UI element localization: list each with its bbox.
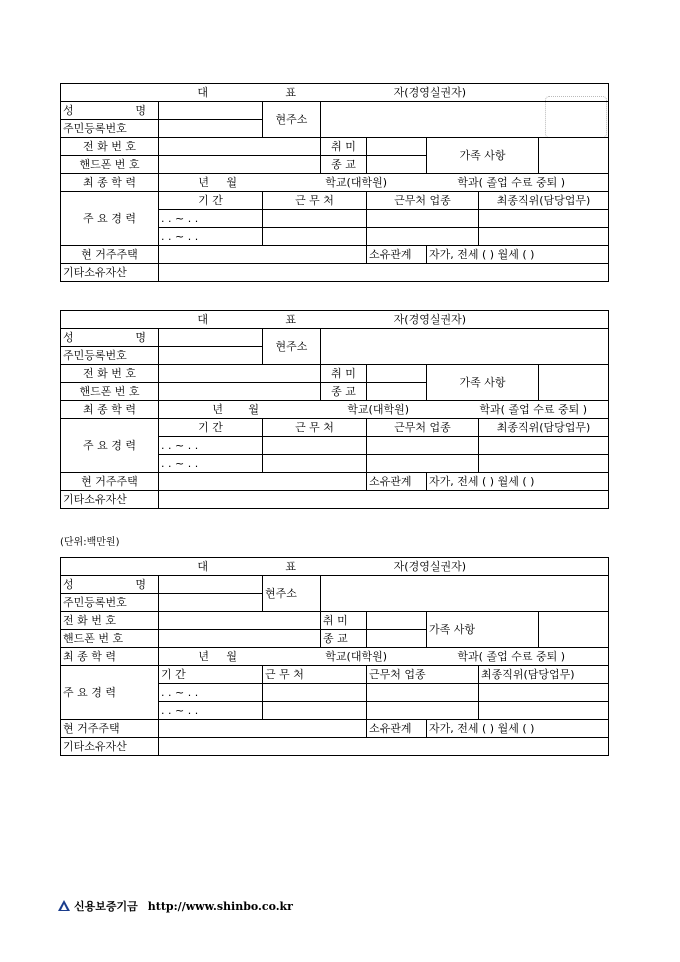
- position-field[interactable]: [479, 702, 609, 720]
- hobby-label: 취 미: [321, 612, 367, 630]
- industry-header: 근무처 업종: [367, 419, 479, 437]
- mobile-field[interactable]: [159, 156, 321, 174]
- representative-form-3: [60, 557, 608, 756]
- footer-org: 신용보증기금: [74, 900, 138, 913]
- phone-label: 전 화 번 호: [61, 612, 159, 630]
- mobile-field[interactable]: [159, 630, 321, 648]
- position-field[interactable]: [479, 437, 609, 455]
- period-field[interactable]: . . ~ . .: [159, 228, 263, 246]
- period-field[interactable]: . . ~ . .: [159, 684, 263, 702]
- name-label: 성 명: [61, 576, 159, 594]
- form-title: 대 표 자(경영실권자): [61, 311, 609, 329]
- religion-label: 종 교: [321, 383, 367, 401]
- ownership-label: 소유관계: [367, 720, 427, 738]
- address-label: 현주소: [263, 329, 321, 365]
- position-field[interactable]: [479, 210, 609, 228]
- position-header: 최종직위(담당업무): [479, 666, 609, 684]
- religion-label: 종 교: [321, 156, 367, 174]
- career-label: 주 요 경 력: [61, 666, 159, 720]
- phone-label: 전 화 번 호: [61, 365, 159, 383]
- ownership-label: 소유관계: [367, 246, 427, 264]
- position-field[interactable]: [479, 684, 609, 702]
- rrn-label: 주민등록번호: [61, 594, 159, 612]
- hobby-field[interactable]: [367, 365, 427, 383]
- education-field[interactable]: 년 월 학교(대학원) 학과( 졸업 수료 중퇴 ): [159, 648, 609, 666]
- rrn-field[interactable]: [159, 347, 263, 365]
- religion-field[interactable]: [367, 156, 427, 174]
- name-label: 성 명: [61, 102, 159, 120]
- period-field[interactable]: . . ~ . .: [159, 702, 263, 720]
- representative-form-1: [60, 83, 608, 282]
- career-label: 주 요 경 력: [61, 419, 159, 473]
- house-field[interactable]: [159, 246, 367, 264]
- mobile-label: 핸드폰 번 호: [61, 630, 159, 648]
- workplace-field[interactable]: [263, 210, 367, 228]
- hobby-label: 취 미: [321, 138, 367, 156]
- industry-field[interactable]: [367, 437, 479, 455]
- hobby-field[interactable]: [367, 138, 427, 156]
- workplace-field[interactable]: [263, 228, 367, 246]
- address-label: 현주소: [263, 576, 321, 612]
- period-header: 기 간: [159, 192, 263, 210]
- education-label: 최 종 학 력: [61, 174, 159, 192]
- house-label: 현 거주주택: [61, 720, 159, 738]
- position-field[interactable]: [479, 228, 609, 246]
- phone-field[interactable]: [159, 138, 321, 156]
- period-field[interactable]: . . ~ . .: [159, 210, 263, 228]
- industry-header: 근무처 업종: [367, 192, 479, 210]
- house-field[interactable]: [159, 720, 367, 738]
- rrn-label: 주민등록번호: [61, 347, 159, 365]
- form-title: 대 표 자(경영실권자): [61, 84, 609, 102]
- industry-header: 근무처 업종: [367, 666, 479, 684]
- workplace-field[interactable]: [263, 455, 367, 473]
- address-label: 현주소: [263, 102, 321, 138]
- religion-field[interactable]: [367, 383, 427, 401]
- mobile-field[interactable]: [159, 383, 321, 401]
- position-header: 최종직위(담당업무): [479, 192, 609, 210]
- workplace-field[interactable]: [263, 437, 367, 455]
- name-field[interactable]: [159, 576, 263, 594]
- mobile-label: 핸드폰 번 호: [61, 156, 159, 174]
- name-field[interactable]: [159, 329, 263, 347]
- industry-field[interactable]: [367, 210, 479, 228]
- other-assets-field[interactable]: [159, 264, 609, 282]
- education-label: 최 종 학 력: [61, 401, 159, 419]
- workplace-header: 근 무 처: [263, 192, 367, 210]
- period-header: 기 간: [159, 419, 263, 437]
- family-label: 가족 사항: [427, 365, 539, 401]
- position-field[interactable]: [479, 455, 609, 473]
- career-label: 주 요 경 력: [61, 192, 159, 246]
- family-field[interactable]: [539, 612, 609, 648]
- mobile-label: 핸드폰 번 호: [61, 383, 159, 401]
- rrn-field[interactable]: [159, 120, 263, 138]
- family-field[interactable]: [539, 365, 609, 401]
- period-header: 기 간: [159, 666, 263, 684]
- period-field[interactable]: . . ~ . .: [159, 455, 263, 473]
- phone-label: 전 화 번 호: [61, 138, 159, 156]
- education-field[interactable]: 년 월 학교(대학원) 학과( 졸업 수료 중퇴 ): [159, 174, 609, 192]
- footer-url[interactable]: http://www.shinbo.co.kr: [147, 899, 293, 913]
- hobby-label: 취 미: [321, 365, 367, 383]
- rrn-field[interactable]: [159, 594, 263, 612]
- workplace-header: 근 무 처: [263, 666, 367, 684]
- form-title: 대 표 자(경영실권자): [61, 558, 609, 576]
- phone-field[interactable]: [159, 612, 321, 630]
- family-field[interactable]: [539, 138, 609, 174]
- workplace-field[interactable]: [263, 702, 367, 720]
- industry-field[interactable]: [367, 684, 479, 702]
- phone-field[interactable]: [159, 365, 321, 383]
- house-label: 현 거주주택: [61, 246, 159, 264]
- tenure-field[interactable]: 자가, 전세 ( ) 월세 ( ): [427, 246, 609, 264]
- family-label: 가족 사항: [427, 138, 539, 174]
- tenure-field[interactable]: 자가, 전세 ( ) 월세 ( ): [427, 473, 609, 491]
- name-field[interactable]: [159, 102, 263, 120]
- religion-field[interactable]: [367, 630, 427, 648]
- rrn-label: 주민등록번호: [61, 120, 159, 138]
- workplace-field[interactable]: [263, 684, 367, 702]
- other-assets-field[interactable]: [159, 738, 609, 756]
- tenure-field[interactable]: 자가, 전세 ( ) 월세 ( ): [427, 720, 609, 738]
- house-label: 현 거주주택: [61, 473, 159, 491]
- workplace-header: 근 무 처: [263, 419, 367, 437]
- religion-label: 종 교: [321, 630, 367, 648]
- other-assets-field[interactable]: [159, 491, 609, 509]
- ownership-label: 소유관계: [367, 473, 427, 491]
- name-label: 성 명: [61, 329, 159, 347]
- house-field[interactable]: [159, 473, 367, 491]
- family-label: 가족 사항: [427, 612, 539, 648]
- industry-field[interactable]: [367, 228, 479, 246]
- industry-field[interactable]: [367, 455, 479, 473]
- other-assets-label: 기타소유자산: [61, 738, 159, 756]
- position-header: 최종직위(담당업무): [479, 419, 609, 437]
- hobby-field[interactable]: [367, 612, 427, 630]
- other-assets-label: 기타소유자산: [61, 264, 159, 282]
- shinbo-logo-icon: [58, 900, 70, 912]
- address-field[interactable]: [321, 329, 609, 365]
- unit-note: (단위:백만원): [60, 537, 120, 548]
- footer: [58, 898, 293, 914]
- industry-field[interactable]: [367, 702, 479, 720]
- education-label: 최 종 학 력: [61, 648, 159, 666]
- other-assets-label: 기타소유자산: [61, 491, 159, 509]
- representative-form-2: [60, 310, 608, 509]
- education-field[interactable]: 년 월 학교(대학원) 학과( 졸업 수료 중퇴 ): [159, 401, 609, 419]
- period-field[interactable]: . . ~ . .: [159, 437, 263, 455]
- address-field[interactable]: [321, 576, 609, 612]
- address-field[interactable]: [321, 102, 609, 138]
